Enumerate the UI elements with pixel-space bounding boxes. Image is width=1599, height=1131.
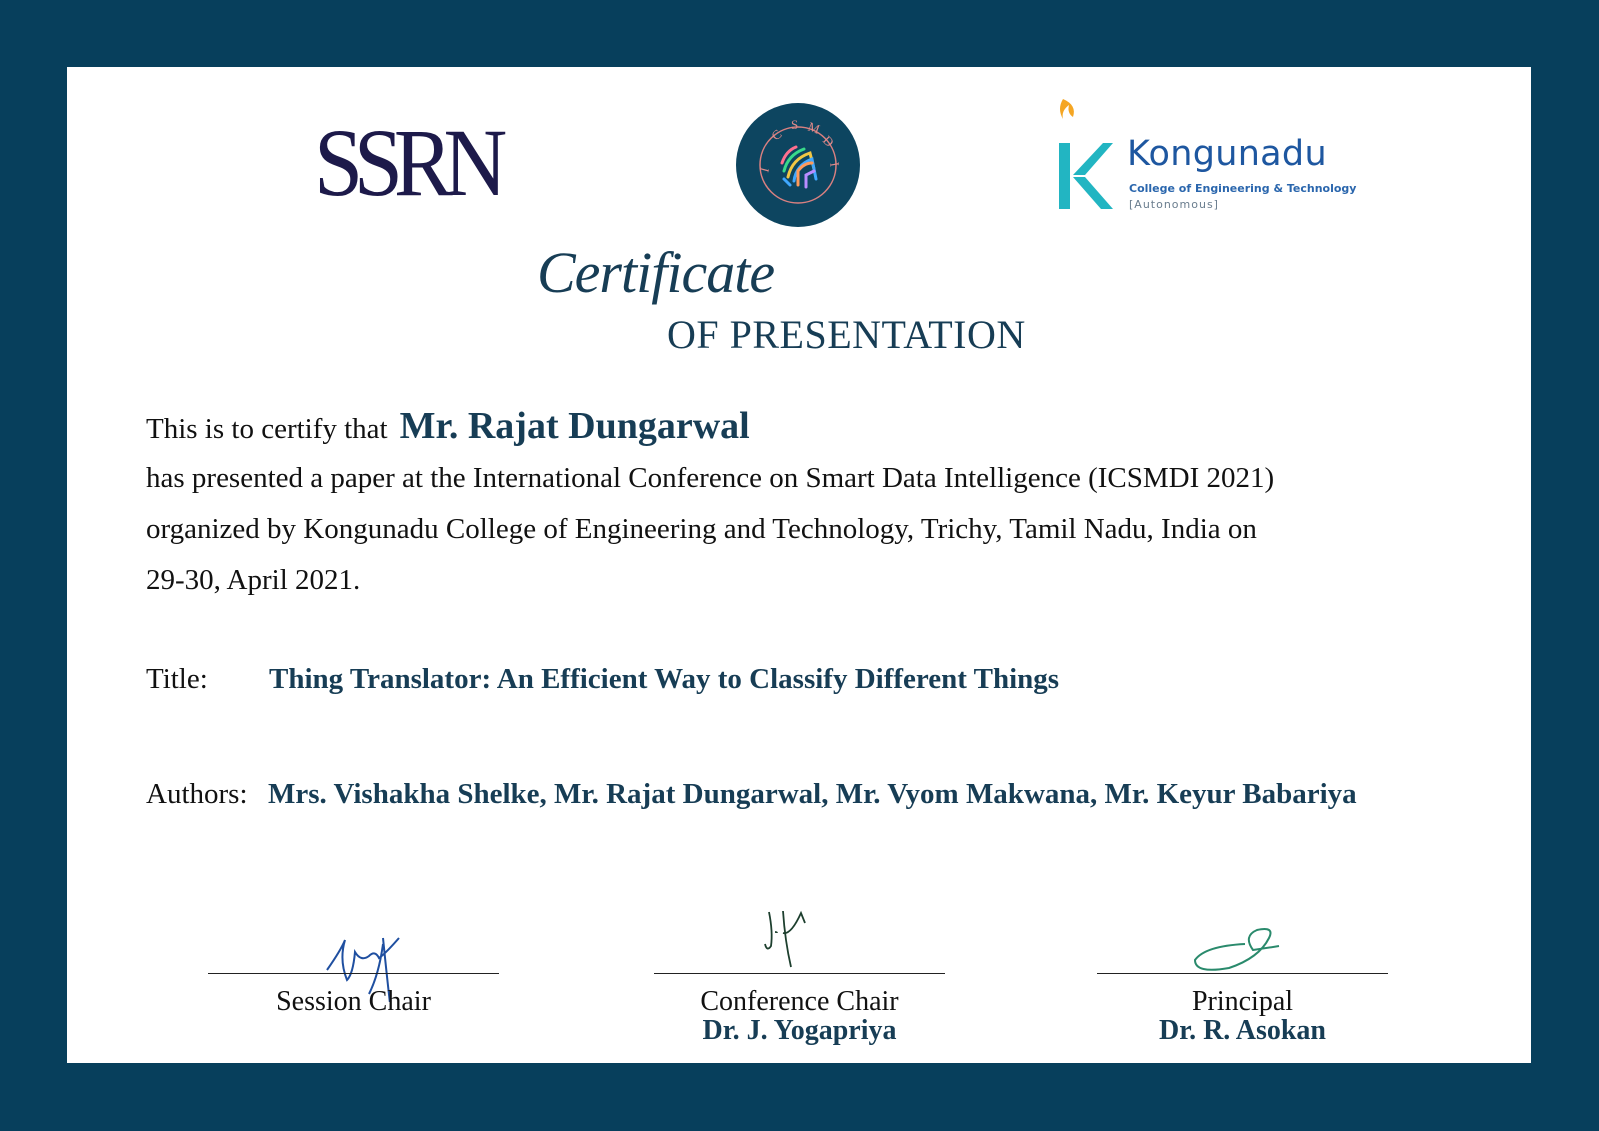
signature-session-chair <box>208 973 499 1016</box>
certify-line <box>146 404 750 448</box>
title-label: Title: <box>146 663 208 695</box>
kongunadu-name: Kongunadu <box>1127 134 1327 174</box>
icsmdi-seal-icon <box>736 103 860 227</box>
svg-text:I: I <box>827 160 843 168</box>
authors-label: Authors: <box>146 778 248 810</box>
signature-line <box>654 973 945 974</box>
certificate-heading-script: Certificate <box>537 240 775 305</box>
svg-text:I: I <box>756 165 773 174</box>
ssrn-logo: SSRN <box>314 109 499 216</box>
body-line-2: organized by Kongunadu College of Engineering and Technology, Trichy, Tamil Nadu, India on <box>146 513 1257 545</box>
signature-conference-chair <box>654 973 945 1047</box>
signature-role: Session Chair <box>276 986 431 1017</box>
body-line-1: has presented a paper at the International Conference on Smart Data Intelligence (ICSMDI 2021) <box>146 462 1275 494</box>
body-line-3: 29-30, April 2021. <box>146 564 361 596</box>
signature-role: Conference Chair <box>700 986 899 1017</box>
certificate-panel <box>67 67 1531 1063</box>
signature-line <box>1097 973 1388 974</box>
recipient-name: Mr. Rajat Dungarwal <box>399 405 750 447</box>
certificate-heading-sub: OF PRESENTATION <box>667 312 1026 357</box>
signature-principal <box>1097 973 1388 1047</box>
signature-name: Dr. R. Asokan <box>1158 1015 1326 1046</box>
authors-row <box>146 778 1357 811</box>
kongunadu-tag: [Autonomous] <box>1129 198 1219 211</box>
conference-chair-signature-icon <box>757 902 857 982</box>
svg-text:D: D <box>819 132 838 150</box>
svg-text:C: C <box>768 126 785 144</box>
title-row <box>146 663 1059 696</box>
signature-role: Principal <box>1191 986 1294 1017</box>
certify-intro: This is to certify that <box>146 413 388 445</box>
signature-name: Dr. J. Yogapriya <box>702 1015 897 1046</box>
svg-text:M: M <box>805 118 822 137</box>
kongunadu-subtitle: College of Engineering & Technology <box>1129 182 1357 195</box>
paper-title: Thing Translator: An Efficient Way to Classify Different Things <box>269 663 1060 695</box>
paper-authors: Mrs. Vishakha Shelke, Mr. Rajat Dungarwal, Mr. Vyom Makwana, Mr. Keyur Babariya <box>268 778 1357 810</box>
icsmdi-logo <box>736 103 860 227</box>
signature-line <box>208 973 499 974</box>
svg-text:S: S <box>791 117 799 132</box>
